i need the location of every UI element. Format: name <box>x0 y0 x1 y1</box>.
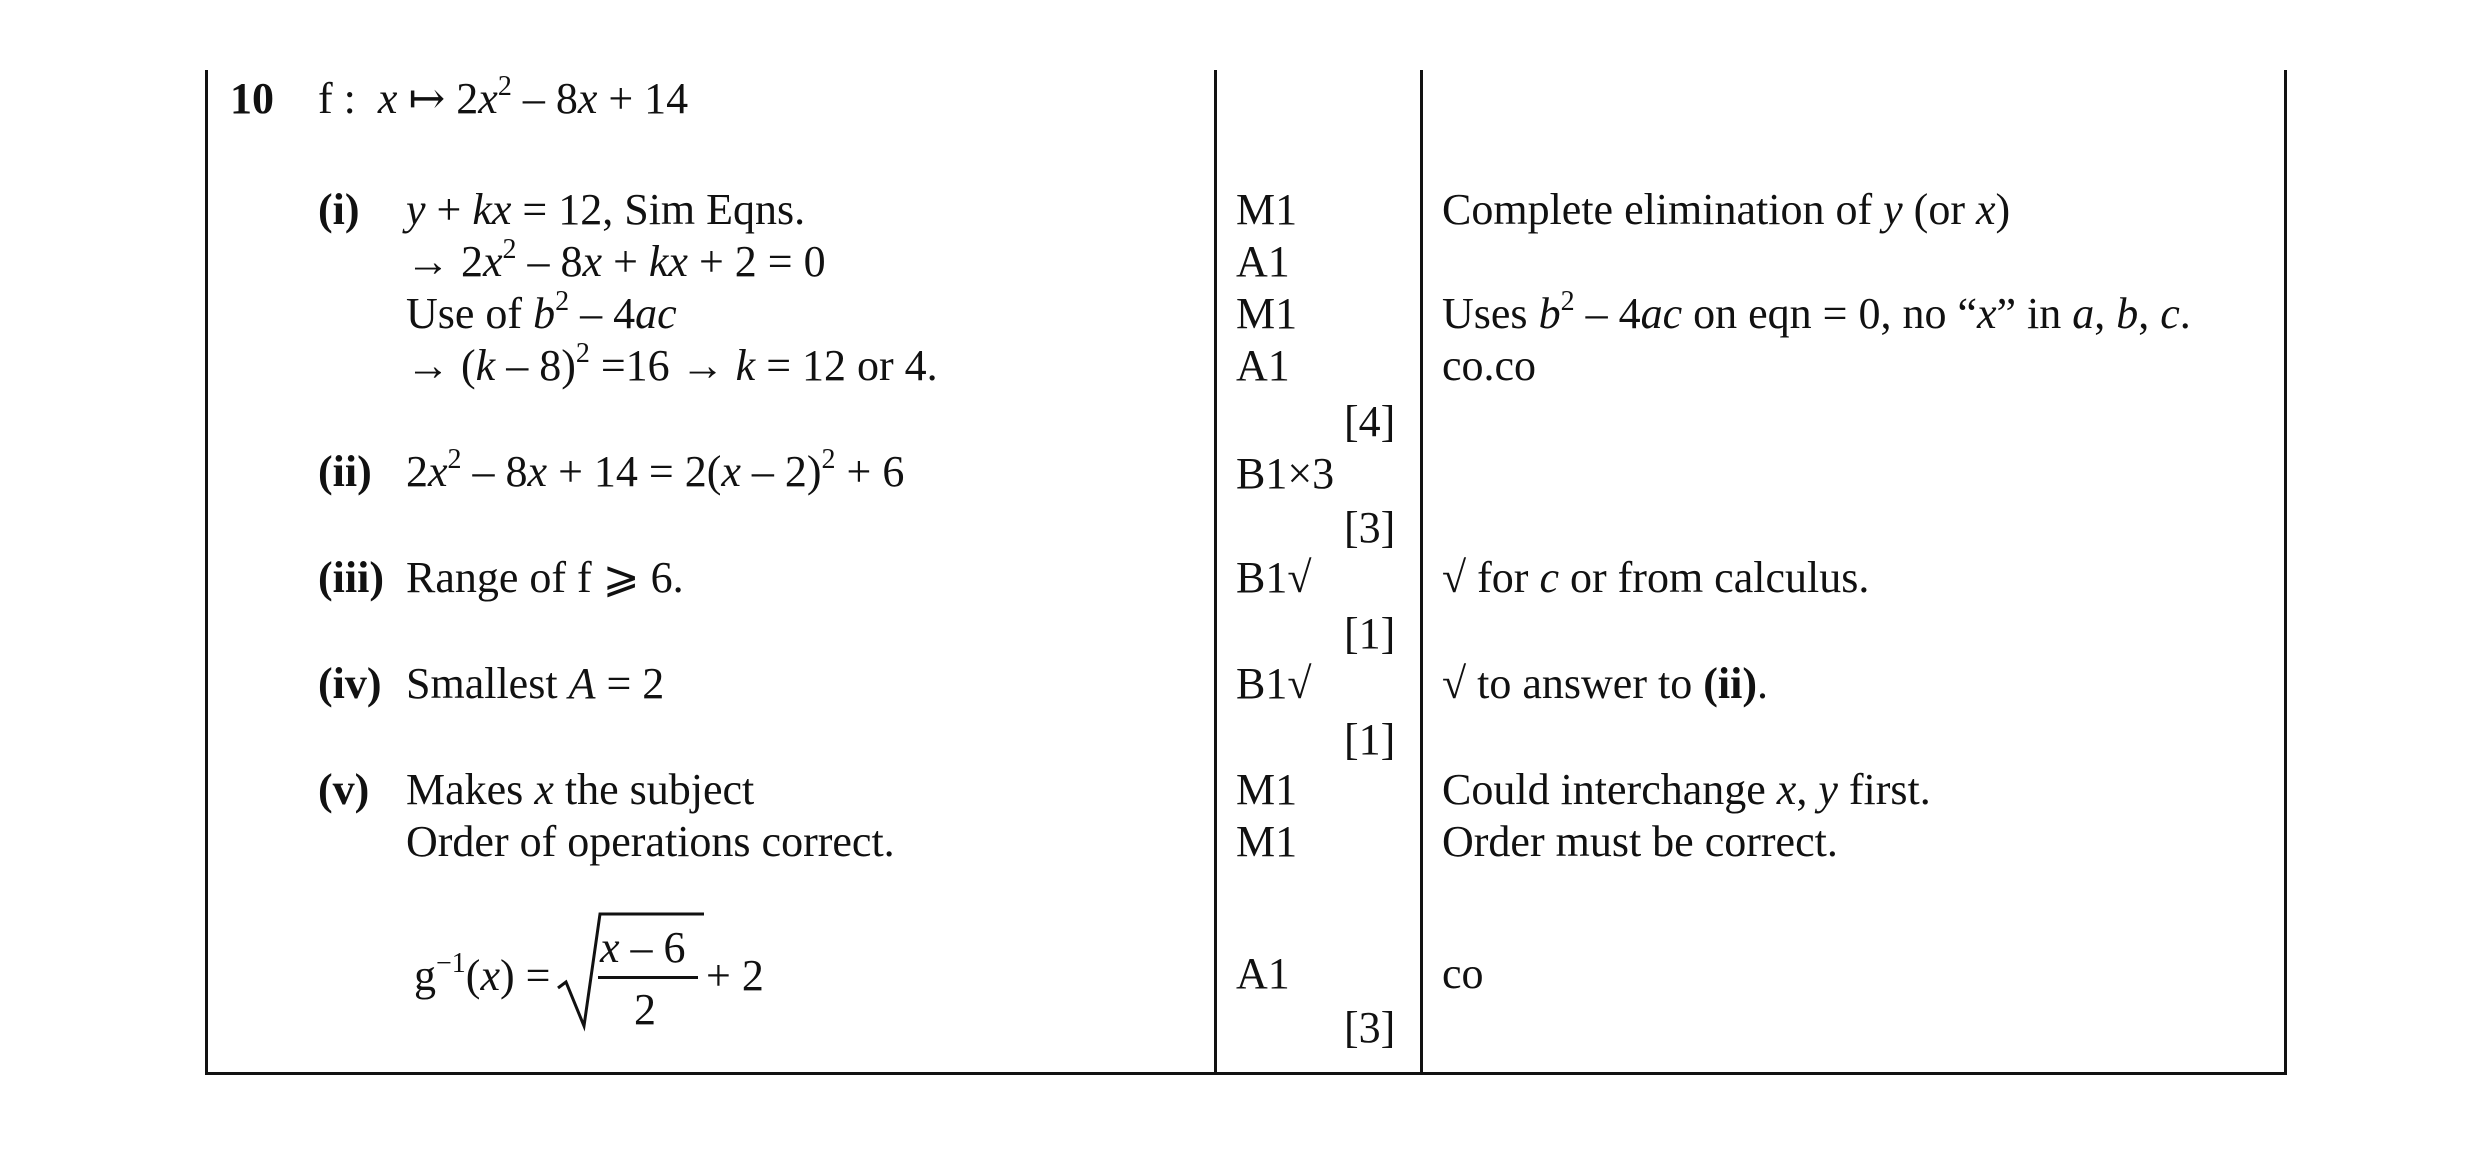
part-iii-label: (iii) <box>318 553 384 602</box>
part-i-mark-3: M1 <box>1236 289 1298 338</box>
part-i-mark-2: A1 <box>1236 237 1290 286</box>
part-v-mark-1: M1 <box>1236 765 1298 814</box>
part-i-note-4: co.co <box>1442 341 1537 390</box>
part-ii-mark: B1×3 <box>1236 449 1335 498</box>
part-i-line-2: → $2x^2 - 8x$ + kx + 2 = 0 <box>406 234 826 286</box>
inverse-function-tail: + 2 <box>706 951 764 1000</box>
part-ii-label: (ii) <box>318 447 372 496</box>
part-iii-total: [1] <box>1344 609 1396 658</box>
part-v-note-1: Could interchange x, y first. <box>1442 765 1931 814</box>
table-divider-notes <box>1420 70 1423 1074</box>
part-iii-mark: B1√ <box>1236 553 1312 602</box>
part-v-note-2: Order must be correct. <box>1442 817 1838 866</box>
part-i-label: (i) <box>318 185 360 234</box>
part-v-total: [3] <box>1344 1003 1396 1052</box>
part-i-note-1: Complete elimination of y (or x) <box>1442 185 2011 234</box>
part-i-note-3: Uses $b^2 - 4ac$ on eqn = 0, no “x” in a, b, c. <box>1442 286 2191 338</box>
part-v-mark-3: A1 <box>1236 949 1290 998</box>
part-v-note-3: co <box>1442 949 1484 998</box>
question-number: 10 <box>230 74 274 123</box>
part-v-line-2: Order of operations correct. <box>406 817 895 866</box>
table-left-border <box>205 70 208 1074</box>
function-definition: f : x ↦ $2x^2 - 8x + 14$ <box>318 71 689 123</box>
part-iv-total: [1] <box>1344 715 1396 764</box>
part-iv-note: √ to answer to (ii). <box>1442 659 1768 708</box>
table-right-border <box>2284 70 2287 1074</box>
part-ii-line: $2x^2 - 8x + 14 = 2(x - 2)^2 + 6$ <box>406 444 905 496</box>
radicand-denominator: 2 <box>634 985 656 1034</box>
part-iv-label: (iv) <box>318 659 382 708</box>
part-iii-line: Range of f ⩾ 6. <box>406 553 684 602</box>
table-divider-marks <box>1214 70 1217 1074</box>
part-iii-note: √ for c or from calculus. <box>1442 553 1870 602</box>
part-i-total: [4] <box>1344 397 1396 446</box>
part-i-mark-4: A1 <box>1236 341 1290 390</box>
inverse-function-lhs: $g^{-1}(x)$ = <box>414 948 551 1000</box>
part-v-mark-2: M1 <box>1236 817 1298 866</box>
part-ii-total: [3] <box>1344 503 1396 552</box>
part-i-line-1: y + kx = 12, Sim Eqns. <box>406 185 806 234</box>
fraction-bar <box>598 976 698 979</box>
part-iv-mark: B1√ <box>1236 659 1312 708</box>
table-bottom-border <box>205 1072 2287 1075</box>
part-v-label: (v) <box>318 765 370 814</box>
part-i-mark-1: M1 <box>1236 185 1298 234</box>
radicand-numerator: x – 6 <box>600 923 686 972</box>
part-iv-line: Smallest A = 2 <box>406 659 665 708</box>
part-v-line-1: Makes x the subject <box>406 765 755 814</box>
part-i-line-4: → (k – 8)$^2$ =16 → k = 12 or 4. <box>406 338 938 390</box>
part-i-line-3: Use of $b^2 - 4ac$ <box>406 286 677 338</box>
